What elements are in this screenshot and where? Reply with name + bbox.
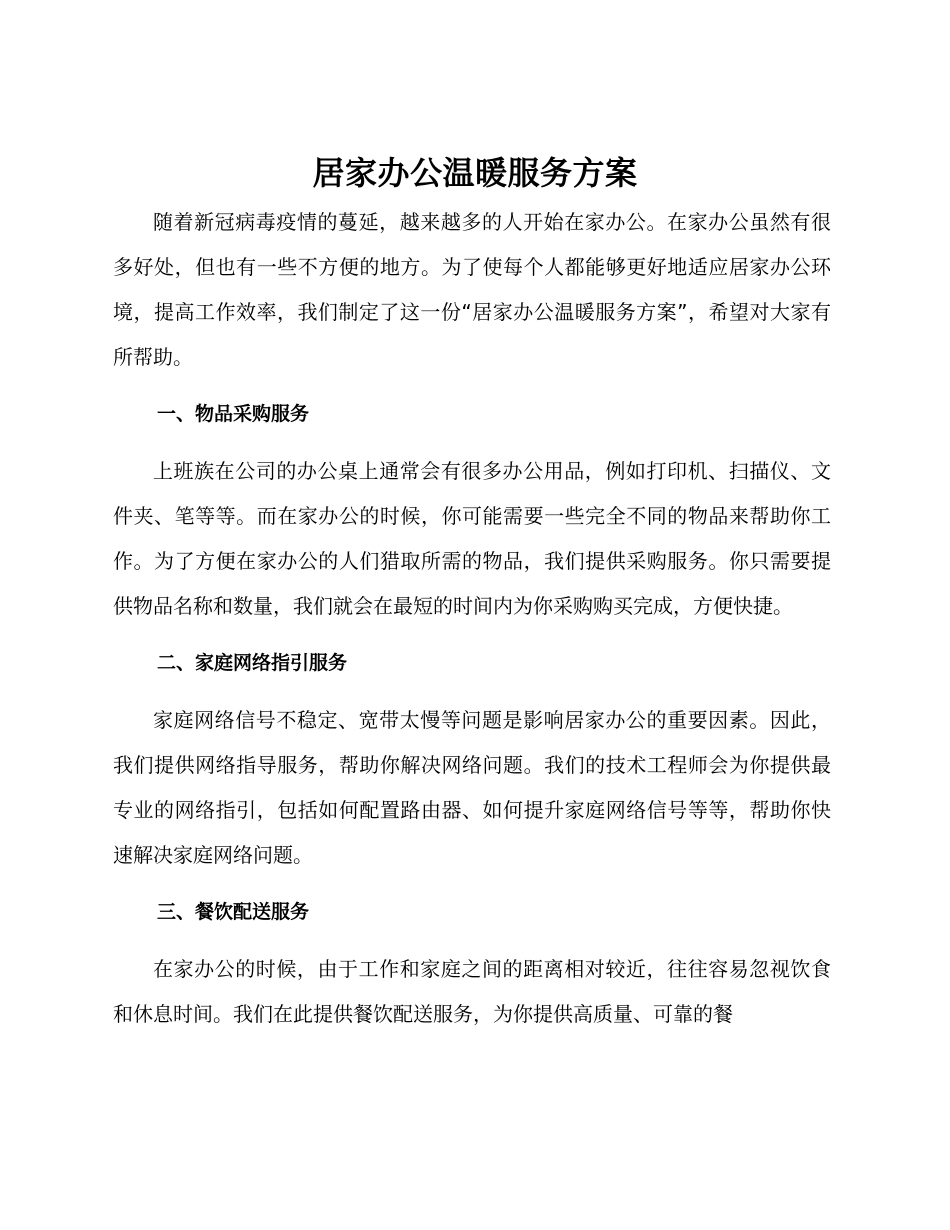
section-body-purchasing: 上班族在公司的办公桌上通常会有很多办公用品，例如打印机、扫描仪、文件夹、笔等等。而在家办公的时候，你可能需要一些完全不同的物品来帮助你工作。为了方便在家办公的人们猎取所需的物品，我们提供采购服务。你只需要提供物品名称和数量，我们就会在最短的时间内为你采购购买完成，方便快捷。: [113, 459, 831, 618]
section-heading-purchasing: 一、物品采购服务: [157, 403, 310, 425]
intro-paragraph: 随着新冠病毒疫情的蔓延，越来越多的人开始在家办公。在家办公虽然有很多好处，但也有一些不方便的地方。为了使每个人都能够更好地适应居家办公环境，提高工作效率，我们制定了这一份“居家办公温暖服务方案”，希望对大家有所帮助。: [113, 210, 831, 369]
document-body: [113, 200, 831, 1037]
section-heading-catering: 三、餐饮配送服务: [157, 901, 310, 923]
section-body-catering: 在家办公的时候，由于工作和家庭之间的距离相对较近，往往容易忽视饮食和休息时间。我们在此提供餐饮配送服务，为你提供高质量、可靠的餐: [113, 957, 831, 1026]
section-heading-network: 二、家庭网络指引服务: [157, 652, 348, 674]
document-title: 居家办公温暖服务方案: [312, 154, 638, 192]
section-body-network: 家庭网络信号不稳定、宽带太慢等问题是影响居家办公的重要因素。因此，我们提供网络指导服务，帮助你解决网络问题。我们的技术工程师会为你提供最专业的网络指引，包括如何配置路由器、如何提升家庭网络信号等等，帮助你快速解决家庭网络问题。: [113, 708, 831, 867]
